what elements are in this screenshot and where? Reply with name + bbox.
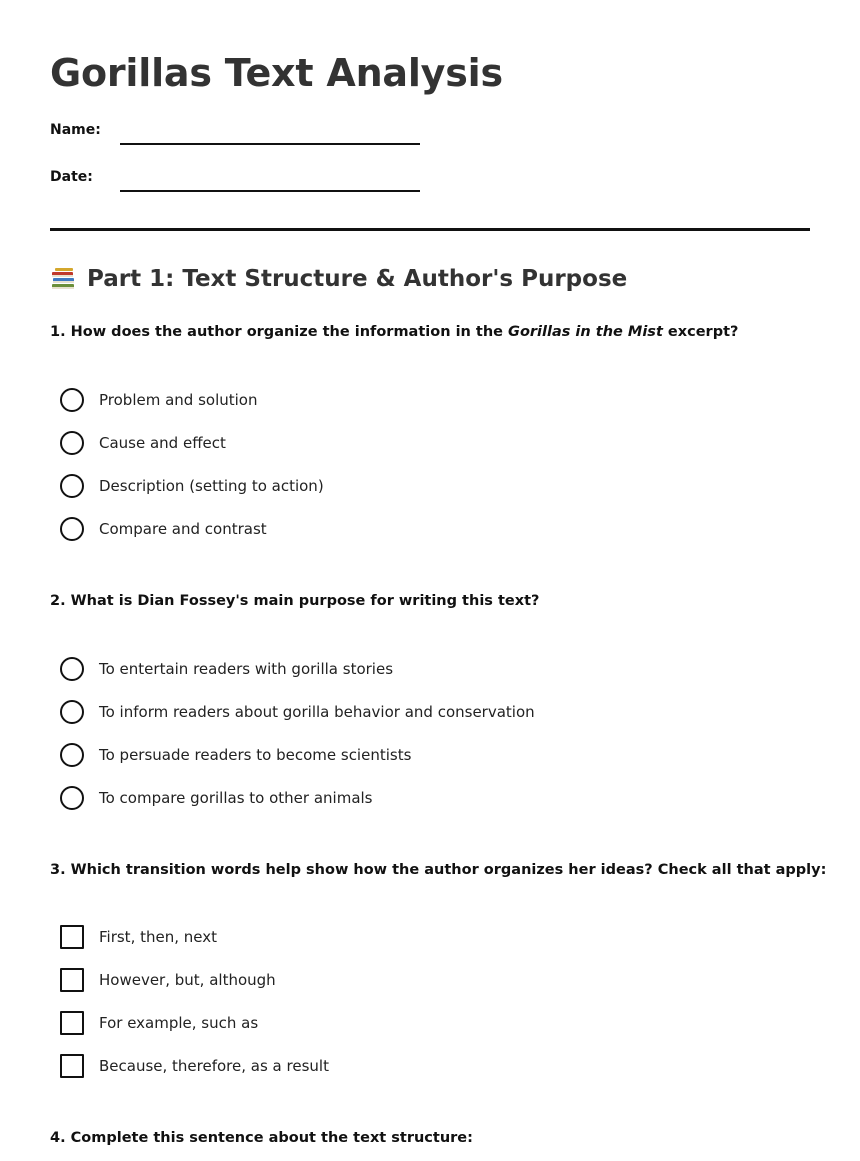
option-label: To entertain readers with gorilla stories (99, 660, 394, 678)
q3-option-3[interactable] (60, 1011, 258, 1035)
q3-option-2[interactable] (60, 968, 276, 992)
option-label: Because, therefore, as a result (99, 1057, 329, 1075)
option-label: However, but, although (99, 971, 276, 989)
question-1-suffix: excerpt? (662, 324, 739, 340)
radio-button[interactable] (60, 743, 84, 767)
q2-option-2[interactable] (60, 700, 535, 724)
option-label: To compare gorillas to other animals (99, 789, 373, 807)
radio-button[interactable] (60, 388, 84, 412)
radio-button[interactable] (60, 474, 84, 498)
option-label: Description (setting to action) (99, 477, 324, 495)
checkbox[interactable] (60, 1054, 84, 1078)
q3-option-4[interactable] (60, 1054, 329, 1078)
q1-option-4[interactable] (60, 517, 267, 541)
name-field[interactable] (120, 143, 420, 145)
q3-option-1[interactable] (60, 925, 217, 949)
q1-option-2[interactable] (60, 431, 226, 455)
option-label: For example, such as (99, 1014, 259, 1032)
section-title: Part 1: Text Structure & Author's Purpose (87, 266, 628, 292)
question-1-prefix: 1. How does the author organize the information in the (50, 324, 509, 340)
question-1-title: Gorillas in the Mist (508, 324, 663, 340)
q1-option-3[interactable] (60, 474, 324, 498)
radio-button[interactable] (60, 517, 84, 541)
section-divider (50, 228, 810, 231)
option-label: To persuade readers to become scientists (99, 746, 412, 764)
checkbox[interactable] (60, 1011, 84, 1035)
date-field[interactable] (120, 190, 420, 192)
checkbox[interactable] (60, 925, 84, 949)
radio-button[interactable] (60, 657, 84, 681)
radio-button[interactable] (60, 431, 84, 455)
q2-option-4[interactable] (60, 786, 373, 810)
option-label: Compare and contrast (99, 520, 267, 538)
option-label: To inform readers about gorilla behavior and conservation (99, 703, 535, 721)
page-title: Gorillas Text Analysis (50, 51, 503, 95)
question-2: 2. What is Dian Fossey's main purpose for writing this text? (50, 593, 540, 609)
checkbox[interactable] (60, 968, 84, 992)
q1-option-1[interactable] (60, 388, 257, 412)
option-label: Problem and solution (99, 391, 258, 409)
section-heading (50, 266, 627, 292)
q2-option-1[interactable] (60, 657, 393, 681)
option-label: First, then, next (99, 928, 217, 946)
radio-button[interactable] (60, 700, 84, 724)
books-icon (50, 266, 76, 292)
name-label: Name: (50, 122, 101, 138)
q2-option-3[interactable] (60, 743, 411, 767)
question-4: 4. Complete this sentence about the text structure: (50, 1130, 473, 1146)
question-3: 3. Which transition words help show how the author organizes her ideas? Check all that apply: (50, 862, 827, 878)
radio-button[interactable] (60, 786, 84, 810)
question-1 (50, 324, 738, 340)
option-label: Cause and effect (99, 434, 226, 452)
date-label: Date: (50, 169, 93, 185)
